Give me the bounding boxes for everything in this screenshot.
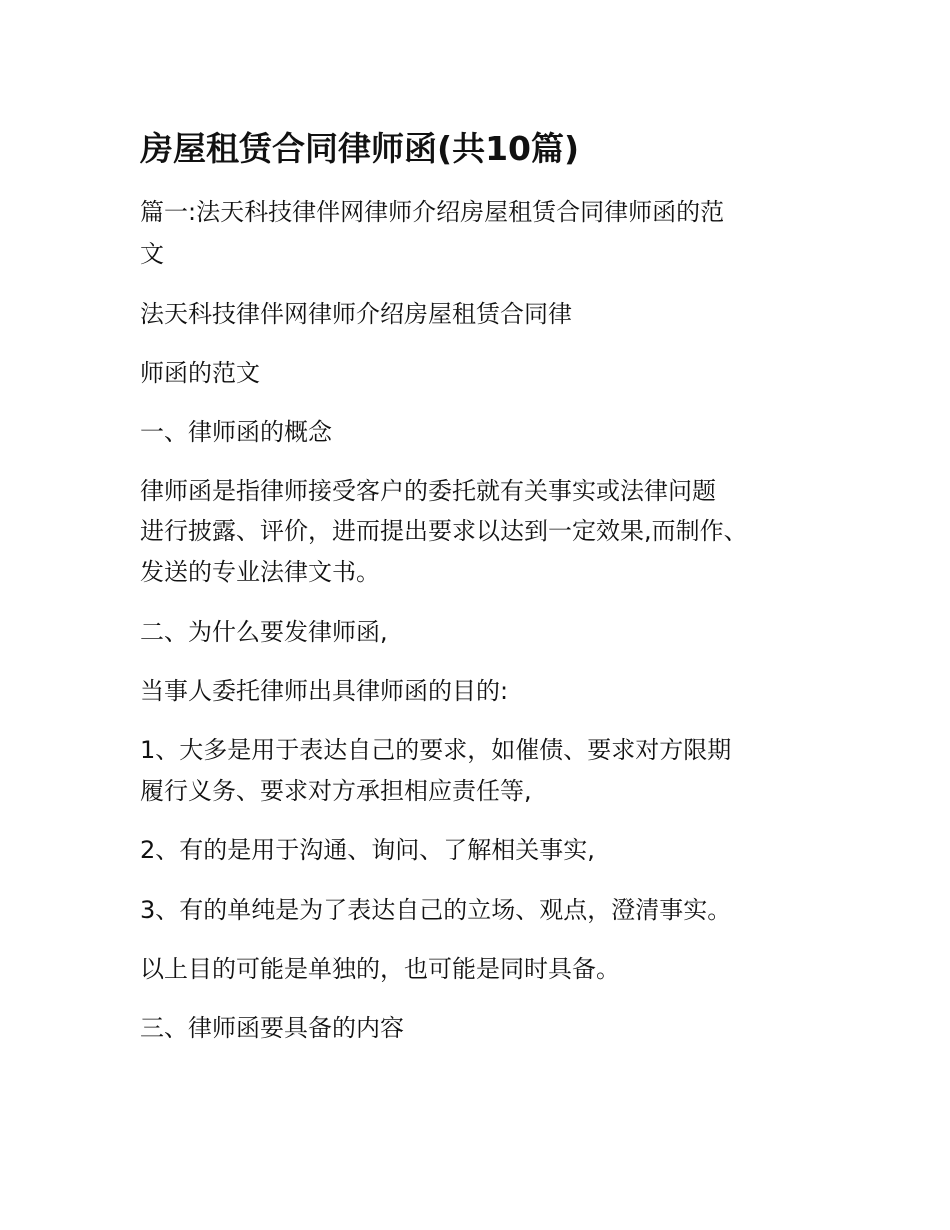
paragraph-definition-line-3: 发送的专业法律文书。	[140, 558, 380, 586]
chapter-heading-line-2: 文	[140, 240, 164, 268]
list-item-3: 3、有的单纯是为了表达自己的立场、观点，澄清事实。	[140, 896, 732, 924]
list-item-1-line-2: 履行义务、要求对方承担相应责任等,	[140, 777, 532, 805]
subtitle-line-1: 法天科技律伴网律师介绍房屋租赁合同律	[140, 300, 572, 328]
section-heading-content: 三、律师函要具备的内容	[140, 1014, 404, 1042]
document-title: 房屋租赁合同律师函(共10篇)	[140, 129, 580, 168]
section-heading-concept: 一、律师函的概念	[140, 418, 332, 446]
list-item-1-line-1: 1、大多是用于表达自己的要求，如催债、要求对方限期	[140, 736, 732, 764]
chapter-heading-line-1: 篇一:法天科技律伴网律师介绍房屋租赁合同律师函的范	[140, 198, 725, 226]
paragraph-summary: 以上目的可能是单独的，也可能是同时具备。	[140, 955, 620, 983]
paragraph-purpose-intro: 当事人委托律师出具律师函的目的:	[140, 677, 509, 705]
paragraph-definition-line-1: 律师函是指律师接受客户的委托就有关事实或法律问题	[140, 477, 716, 505]
list-item-2: 2、有的是用于沟通、询问、了解相关事实,	[140, 836, 595, 864]
subtitle-line-2: 师函的范文	[140, 359, 260, 387]
section-heading-why: 二、为什么要发律师函,	[140, 618, 388, 646]
paragraph-definition-line-2: 进行披露、评价，进而提出要求以达到一定效果,而制作、	[140, 517, 748, 545]
